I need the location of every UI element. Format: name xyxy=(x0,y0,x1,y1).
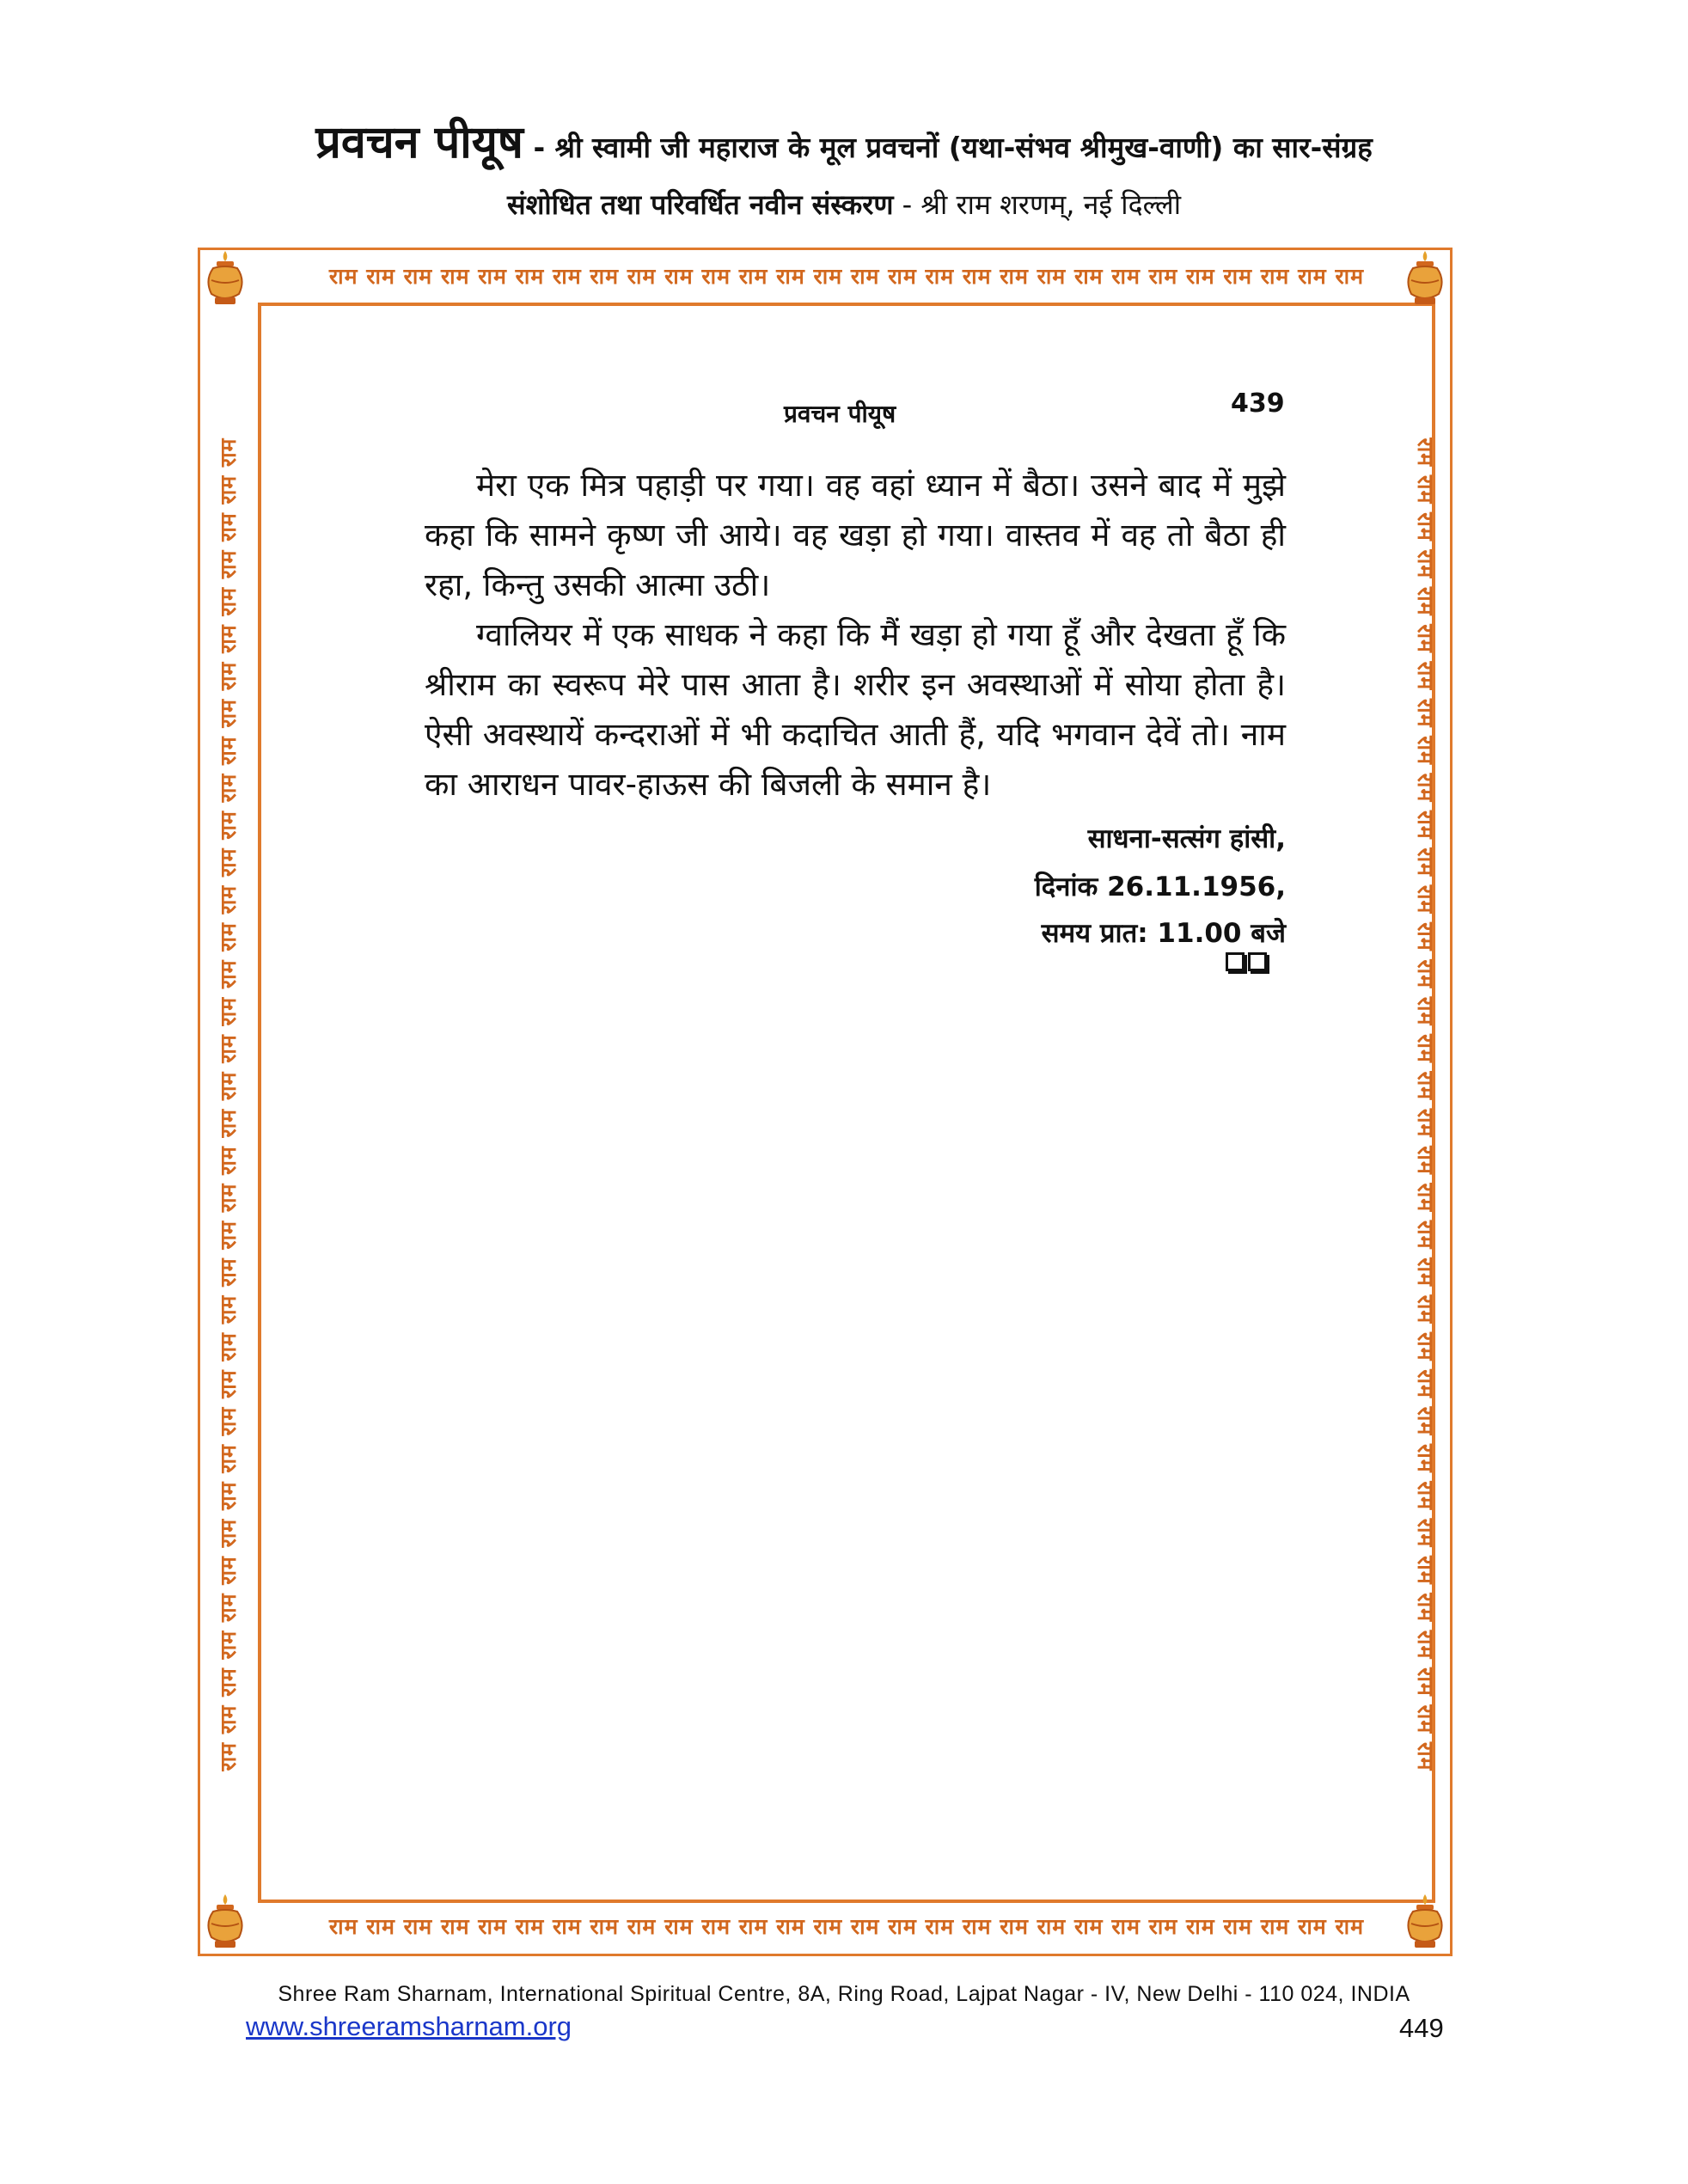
box-glyph xyxy=(1226,952,1245,971)
signature-date: दिनांक 26.11.1956, xyxy=(1034,872,1286,902)
title-description: - श्री स्वामी जी महाराज के मूल प्रवचनों (यथा-संभव श्रीमुख-वाणी) का सार-संग्रह xyxy=(523,131,1373,164)
signature-place: साधना-सत्संग हांसी, xyxy=(1087,823,1286,854)
subtitle-edition: संशोधित तथा परिवर्धित नवीन संस्करण xyxy=(507,188,894,221)
pdf-page-number: 449 xyxy=(1399,2013,1444,2043)
title-main: प्रवचन पीयूष xyxy=(315,117,523,168)
website-link[interactable]: www.shreeramsharnam.org xyxy=(246,2011,572,2041)
border-left-ram-text: राम राम राम राम राम राम राम राम राम राम राम राम राम राम राम राम राम राम राम राम राम राम राम राम राम राम राम राम राम राम राम राम राम राम राम राम xyxy=(216,437,241,1771)
signature-time: समय प्रात: 11.00 बजे xyxy=(1041,918,1286,949)
footer-address: Shree Ram Sharnam, International Spiritual Centre, 8A, Ring Road, Lajpat Nagar - IV, New Delhi - 110 024, INDIA xyxy=(278,1982,1410,2006)
paragraph-2: ग्वालियर में एक साधक ने कहा कि मैं खड़ा हो गया हूँ और देखता हूँ कि श्रीराम का स्वरूप मेरे पास आता है। शरीर इन अवस्थाओं में सोया होता है। ऐसी अवस्थायें कन्दराओं में भी कदाचित आती हैं, यदि भगवान देवें तो। नाम का आराधन पावर-हाऊस की बिजली के समान है। xyxy=(425,616,1286,803)
double-box-icon xyxy=(1226,952,1267,971)
subtitle-publisher: - श्री राम शरणम्, नई दिल्ली xyxy=(893,188,1181,221)
box-glyph xyxy=(1248,952,1267,971)
book-page-number: 439 xyxy=(1231,388,1285,419)
running-title: प्रवचन पीयूष xyxy=(784,400,896,428)
border-top-ram-text: राम राम राम राम राम राम राम राम राम राम राम राम राम राम राम राम राम राम राम राम राम राम राम राम राम राम राम राम xyxy=(328,264,1365,289)
border-right-ram-text: राम राम राम राम राम राम राम राम राम राम राम राम राम राम राम राम राम राम राम राम राम राम राम राम राम राम राम राम राम राम राम राम राम राम राम राम xyxy=(1413,437,1438,1771)
paragraph-1: मेरा एक मित्र पहाड़ी पर गया। वह वहां ध्यान में बैठा। उसने बाद में मुझे कहा कि सामने कृष्ण जी आये। वह खड़ा हो गया। वास्तव में वह तो बैठा ही रहा, किन्तु उसकी आत्मा उठी। xyxy=(425,467,1286,603)
border-bottom-ram-text: राम राम राम राम राम राम राम राम राम राम राम राम राम राम राम राम राम राम राम राम राम राम राम राम राम राम राम राम xyxy=(328,1914,1365,1939)
